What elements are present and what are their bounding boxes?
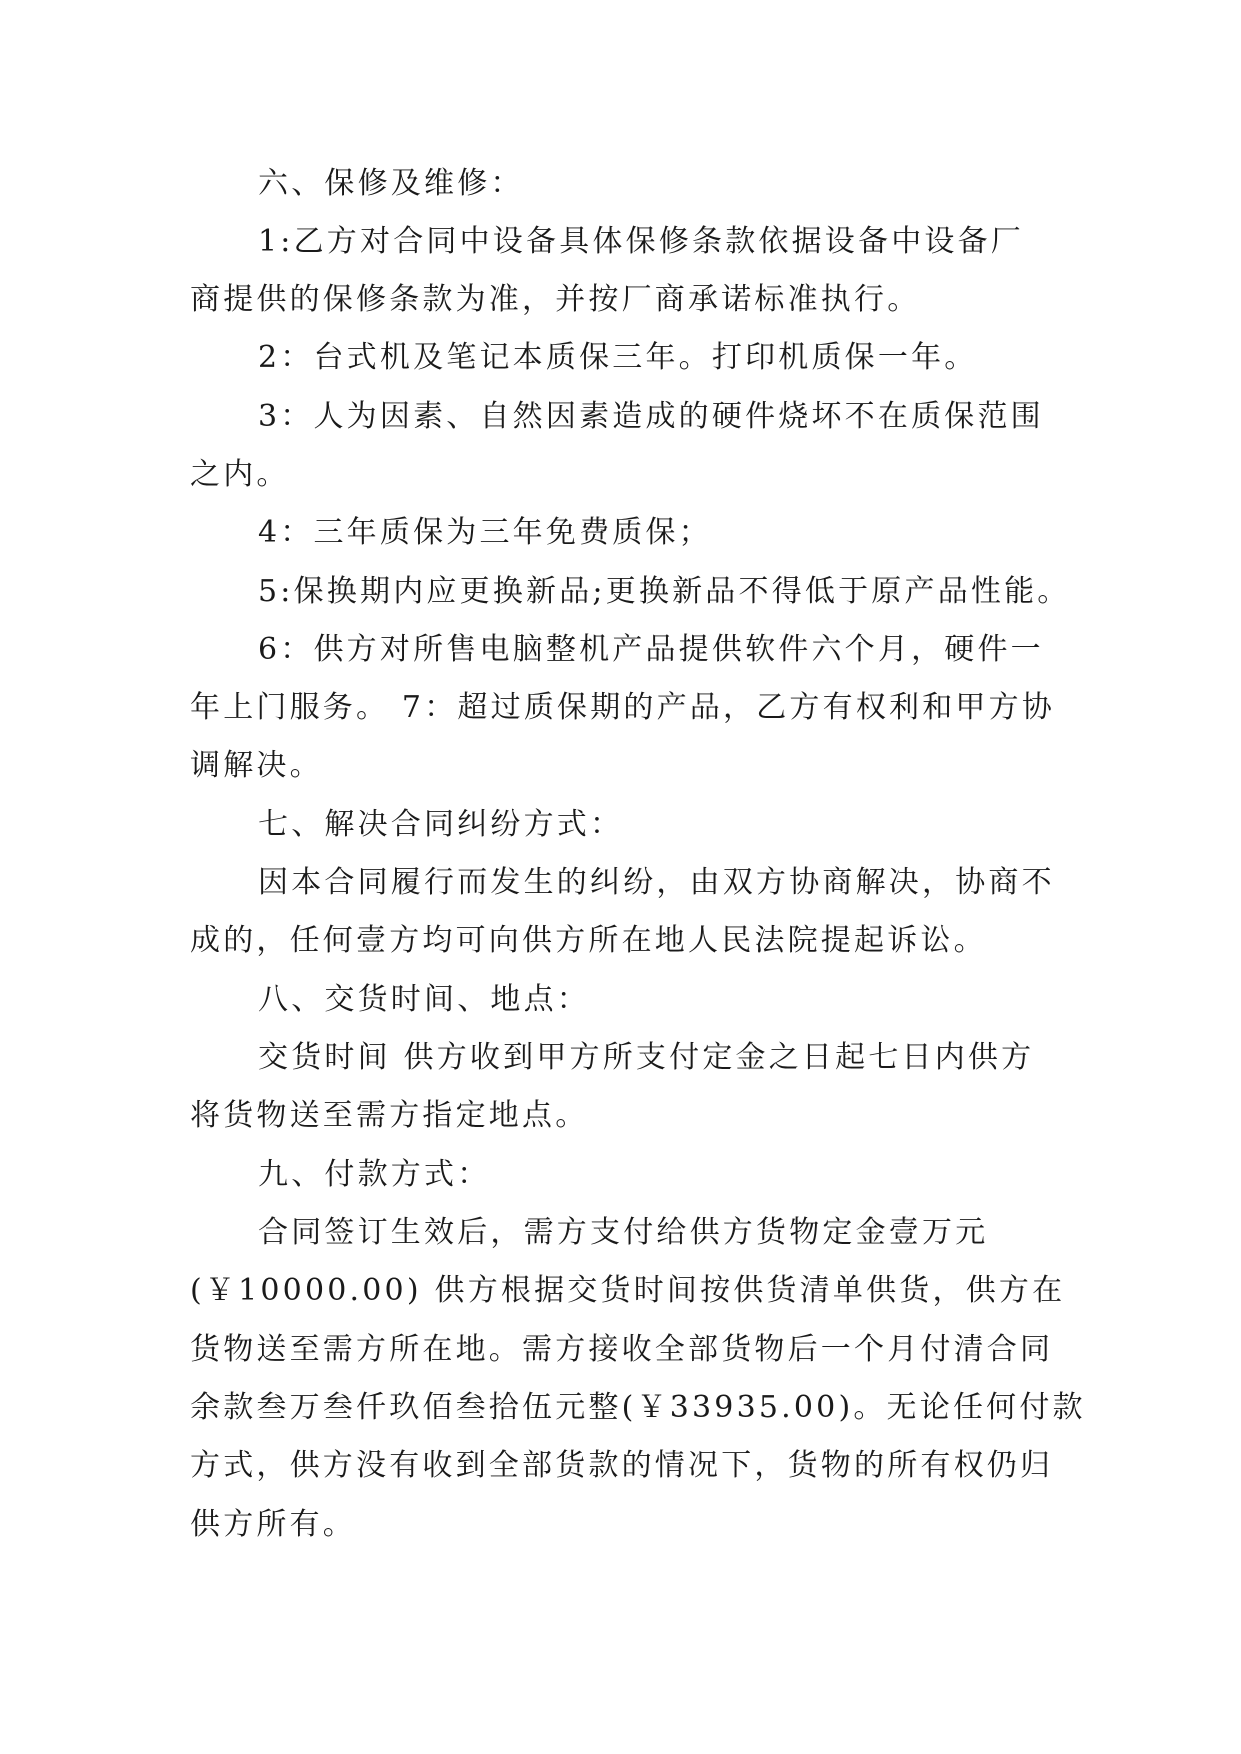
paragraph-line: 成的，任何壹方均可向供方所在地人民法院提起诉讼。 (190, 923, 987, 958)
paragraph-line: 将货物送至需方指定地点。 (190, 1098, 589, 1133)
paragraph-line: 调解决。 (190, 748, 323, 783)
paragraph-line: 交货时间 供方收到甲方所支付定金之日起七日内供方 (258, 1040, 1035, 1075)
paragraph-line: 因本合同履行而发生的纠纷，由双方协商解决，协商不 (258, 865, 1055, 900)
paragraph-line: (￥10000.00) 供方根据交货时间按供货清单供货，供方在 (190, 1273, 1066, 1308)
paragraph-line: 4：三年质保为三年免费质保； (258, 515, 712, 550)
paragraph-line: 3：人为因素、自然因素造成的硬件烧坏不在质保范围 (258, 399, 1044, 434)
heading-delivery: 八、交货时间、地点： (258, 982, 590, 1017)
paragraph-line: 合同签订生效后，需方支付给供方货物定金壹万元 (258, 1215, 989, 1250)
heading-dispute: 七、解决合同纠纷方式： (258, 807, 624, 842)
paragraph-line: 商提供的保修条款为准，并按厂商承诺标准执行。 (190, 282, 921, 317)
paragraph-line: 5:保换期内应更换新品;更换新品不得低于原产品性能。 (258, 574, 1071, 609)
paragraph-line: 6：供方对所售电脑整机产品提供软件六个月，硬件一 (258, 632, 1044, 667)
paragraph-line: 年上门服务。 7：超过质保期的产品，乙方有权利和甲方协 (190, 690, 1056, 725)
heading-warranty: 六、保修及维修： (258, 166, 524, 201)
paragraph-line: 供方所有。 (190, 1507, 356, 1542)
paragraph-line: 1:乙方对合同中设备具体保修条款依据设备中设备厂 (258, 224, 1024, 259)
paragraph-line: 2：台式机及笔记本质保三年。打印机质保一年。 (258, 340, 978, 375)
paragraph-line: 余款叁万叁仟玖佰叁拾伍元整(￥33935.00)。无论任何付款 (190, 1390, 1086, 1425)
paragraph-line: 方式，供方没有收到全部货款的情况下，货物的所有权仍归 (190, 1448, 1054, 1483)
paragraph-line: 货物送至需方所在地。需方接收全部货物后一个月付清合同 (190, 1332, 1054, 1367)
heading-payment: 九、付款方式： (258, 1157, 491, 1192)
paragraph-line: 之内。 (190, 457, 290, 492)
